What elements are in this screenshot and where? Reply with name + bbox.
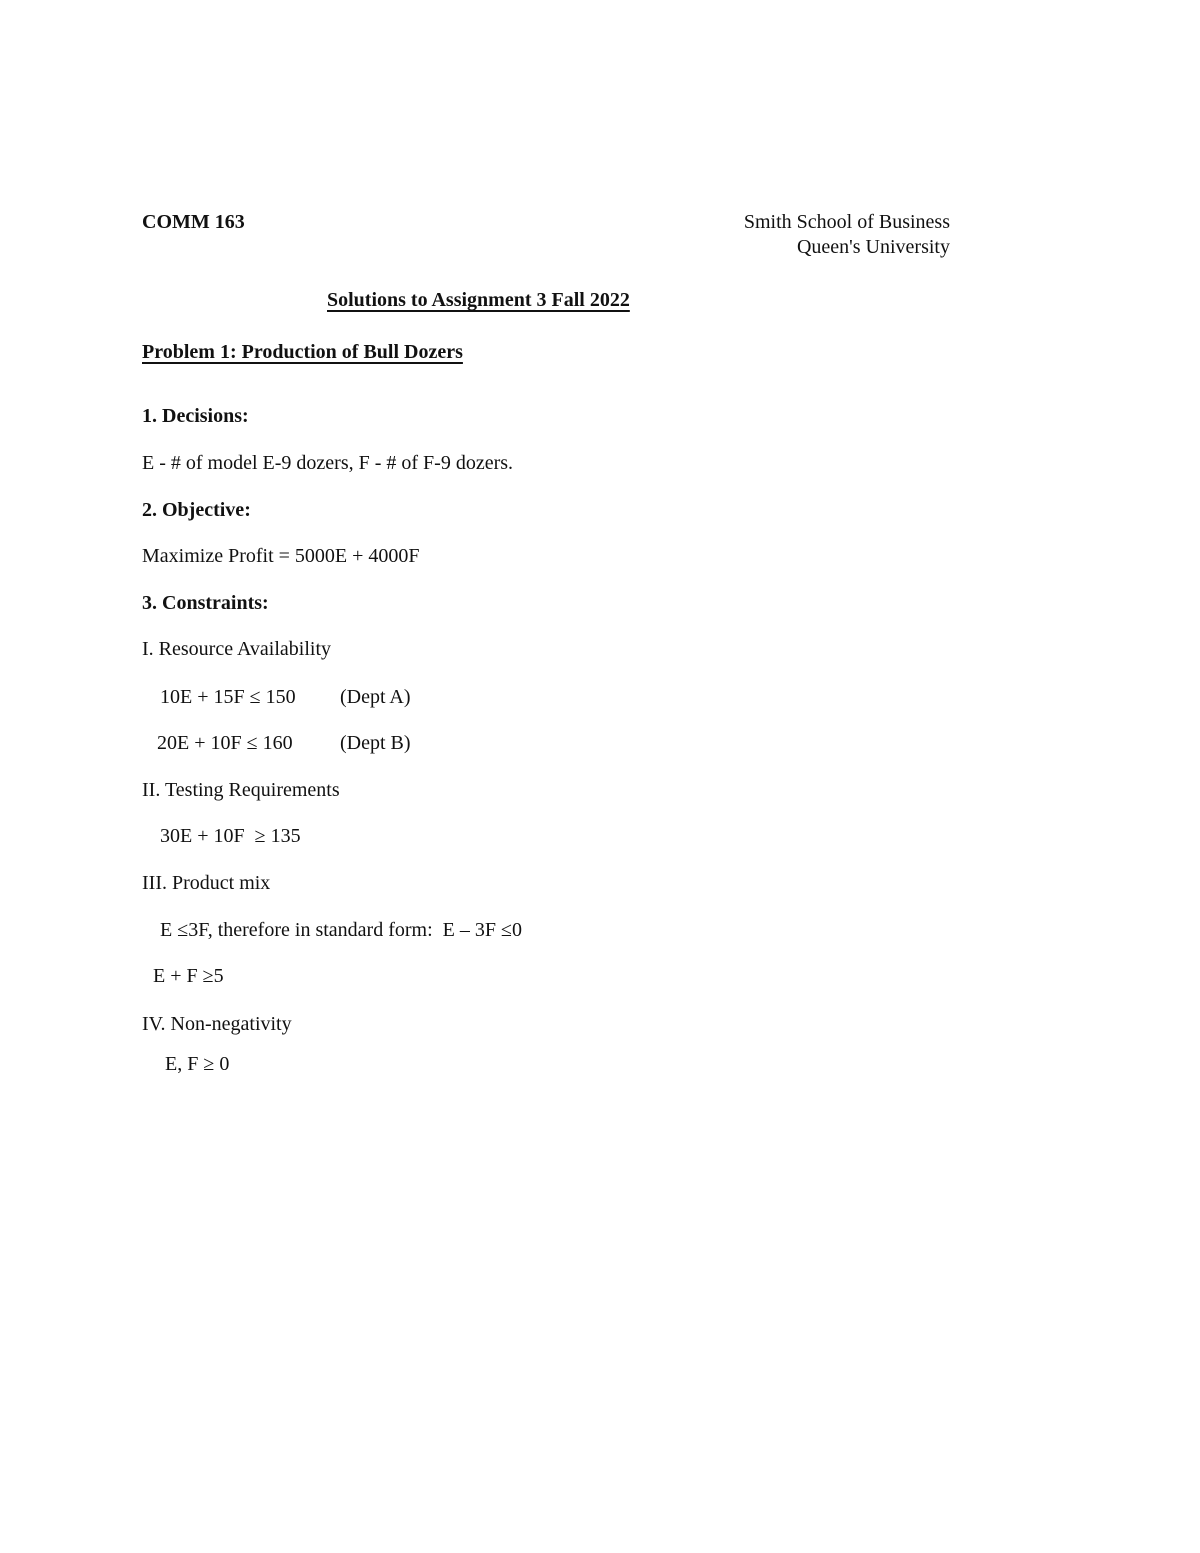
dept-a-label: (Dept A) — [340, 686, 411, 708]
testing-requirements-heading: II. Testing Requirements — [142, 779, 340, 801]
product-mix-heading: III. Product mix — [142, 872, 271, 894]
constraints-heading: 3. Constraints: — [142, 592, 269, 614]
product-mix-constraint-1: E ≤3F, therefore in standard form: E – 3F ≤0 — [160, 919, 522, 941]
decisions-text: E - # of model E-9 dozers, F - # of F-9 dozers. — [142, 452, 514, 474]
testing-constraint: 30E + 10F ≥ 135 — [160, 825, 301, 847]
school-name: Smith School of Business — [743, 211, 950, 233]
resource-availability-heading: I. Resource Availability — [142, 638, 332, 660]
product-mix-constraint-2: E + F ≥5 — [153, 965, 224, 987]
problem-heading: Problem 1: Production of Bull Dozers — [142, 341, 463, 363]
document-title: Solutions to Assignment 3 Fall 2022 — [327, 289, 630, 311]
dept-a-constraint: 10E + 15F ≤ 150 — [160, 686, 296, 708]
non-negativity-heading: IV. Non-negativity — [142, 1013, 292, 1035]
course-code: COMM 163 — [142, 211, 245, 233]
objective-heading: 2. Objective: — [142, 499, 251, 521]
decisions-heading: 1. Decisions: — [142, 405, 249, 427]
dept-b-constraint: 20E + 10F ≤ 160 — [157, 732, 293, 754]
university-name: Queen's University — [796, 236, 950, 258]
non-negativity-constraint: E, F ≥ 0 — [165, 1053, 230, 1075]
dept-b-label: (Dept B) — [340, 732, 411, 754]
objective-text: Maximize Profit = 5000E + 4000F — [142, 545, 420, 567]
